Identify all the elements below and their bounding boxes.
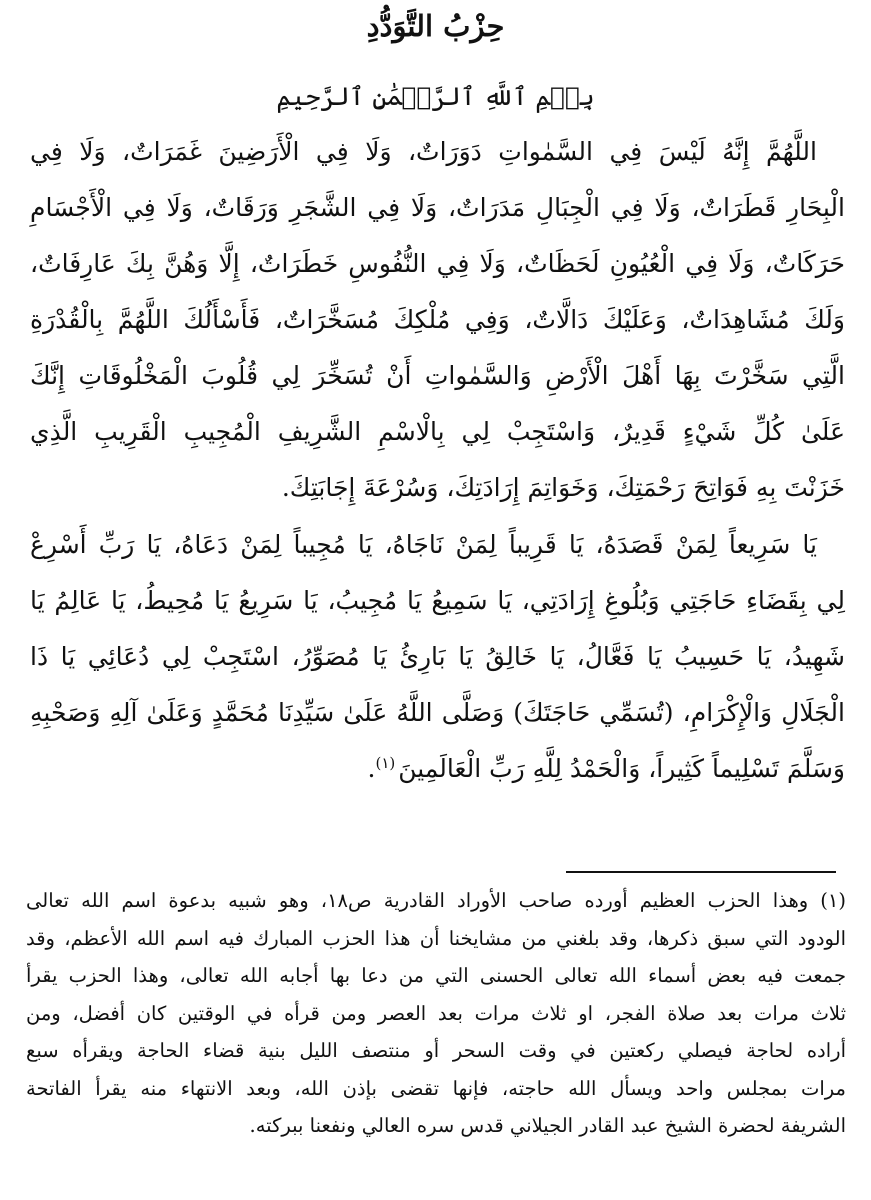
text-line: خَزَنْتَ بِهِ فَوَاتِحَ رَحْمَتِكَ، وَخَوَاتِمَ إِرَادَتِكَ، وَسُرْعَةَ إِجَابَتِكَ.	[281, 473, 845, 502]
footnote	[26, 882, 846, 1145]
full-stop: .	[367, 754, 376, 783]
closing-text: وَسَلَّمَ تَسْلِيماً كَثِيراً، وَالْحَمْدُ لِلَّهِ رَبِّ الْعَالَمِينَ	[398, 754, 845, 783]
prayer-paragraph-1	[30, 124, 845, 516]
footnote-line: أراده لحاجة فيصلي ركعتين في وقت السحر أو منتصف الليل بنية قضاء الحاجة ويقرأه سبع	[26, 1039, 846, 1062]
footnote-line: مرات بمجلس واحد ويسأل الله حاجته، فإنها تقضى بإذن الله، وبعد الانتهاء منه يقرأ الفاتحة	[26, 1076, 846, 1100]
page-title: حِزْبُ التَّوَدُّدِ	[366, 9, 505, 43]
basmala: بِسۡمِ ٱللَّهِ ٱلرَّحۡمَٰنِ ٱلرَّحِيمِ	[276, 82, 595, 111]
text-line: يَا سَرِيعاً لِمَنْ قَصَدَهُ، يَا قَرِيباً لِمَنْ نَاجَاهُ، يَا مُجِيباً لِمَنْ دَعَاهُ، يَا رَبِّ أَسْرِعْ	[30, 530, 817, 559]
text-line: الْبِحَارِ قَطَرَاتٌ، وَلَا فِي الْجِبَالِ مَدَرَاتٌ، وَلَا فِي الشَّجَرِ وَرَقَاتٌ، وَلَا فِي الْأَجْسَامِ	[30, 193, 845, 222]
footnote-divider	[566, 871, 836, 873]
footnote-line: الشريفة لحضرة الشيخ عبد القادر الجيلاني قدس سره العالي ونفعنا ببركته.	[249, 1114, 846, 1137]
footnote-line: جمعت فيه بعض أسماء الله تعالى الحسنى التي من دعا بها أجابه الله تعالى، وهذا الحزب يقرأ	[26, 964, 846, 987]
text-line: شَهِيدُ، يَا حَسِيبُ يَا فَعَّالُ، يَا خَالِقُ يَا بَارِئُ يَا مُصَوِّرُ، اسْتَجِبْ لِي دُعَائِي يَا ذَا	[30, 642, 845, 671]
text-line: اللَّهُمَّ إِنَّهُ لَيْسَ فِي السَّمٰواتِ دَوَرَاتٌ، وَلَا فِي الْأَرَضِينَ غَمَرَاتٌ، وَلَا فِي	[30, 137, 817, 166]
prayer-paragraph-2	[30, 517, 845, 797]
text-line: الْجَلَالِ وَالْإِكْرَامِ، (تُسَمِّي حَاجَتَكَ) وَصَلَّى اللَّهُ عَلَىٰ سَيِّدِنَا مُحَمَّدٍ وَعَلَىٰ آلِهِ وَصَحْبِهِ	[30, 698, 845, 727]
text-line: لِي بِقَضَاءِ حَاجَتِي وَبُلُوغِ إِرَادَتِي، يَا سَمِيعُ يَا مُجِيبُ، يَا سَرِيعُ يَا مُحِيطُ، يَا عَالِمُ يَا	[30, 586, 845, 615]
text-line: وَلَكَ مُشَاهِدَاتٌ، وَعَلَيْكَ دَالَّاتٌ، وَفِي مُلْكِكَ مُسَخَّرَاتٌ، فَأَسْأَلُكَ اللَّهُمَّ بِالْقُدْرَةِ	[30, 305, 845, 334]
footnote-line: الودود التي سبق ذكرها، وقد بلغني من مشايخنا أن هذا الحزب المبارك فيه اسم الله الأعظم، وقد	[26, 926, 846, 950]
text-line-final	[30, 741, 845, 797]
footnote-line: (١) وهذا الحزب العظيم أورده صاحب الأوراد القادرية ص١٨، وهو شبيه بدعوة اسم الله تعالى	[26, 889, 846, 912]
footnote-reference[interactable]: (١)	[375, 753, 396, 772]
footnote-line: ثلاث مرات بعد صلاة الفجر، او ثلاث مرات بعد العصر ومن قرأه في الوقتين كان أفضل، ومن	[26, 1001, 846, 1025]
text-line: حَرَكَاتٌ، وَلَا فِي الْعُيُونِ لَحَظَاتٌ، وَلَا فِي النُّفُوسِ خَطَرَاتٌ، إِلَّا وَهُنَّ بِكَ عَارِفَاتٌ،	[30, 249, 845, 278]
text-line: الَّتِي سَخَّرْتَ بِهَا أَهْلَ الْأَرْضِ وَالسَّمٰواتِ أَنْ تُسَخِّرَ لِي قُلُوبَ الْمَخْلُوقَاتِ إِنَّكَ	[30, 361, 845, 390]
text-line: عَلَىٰ كُلِّ شَيْءٍ قَدِيرٌ، وَاسْتَجِبْ لِي بِالْاسْمِ الشَّرِيفِ الْمُجِيبِ الْقَرِيبِ الَّذِي	[30, 417, 845, 446]
